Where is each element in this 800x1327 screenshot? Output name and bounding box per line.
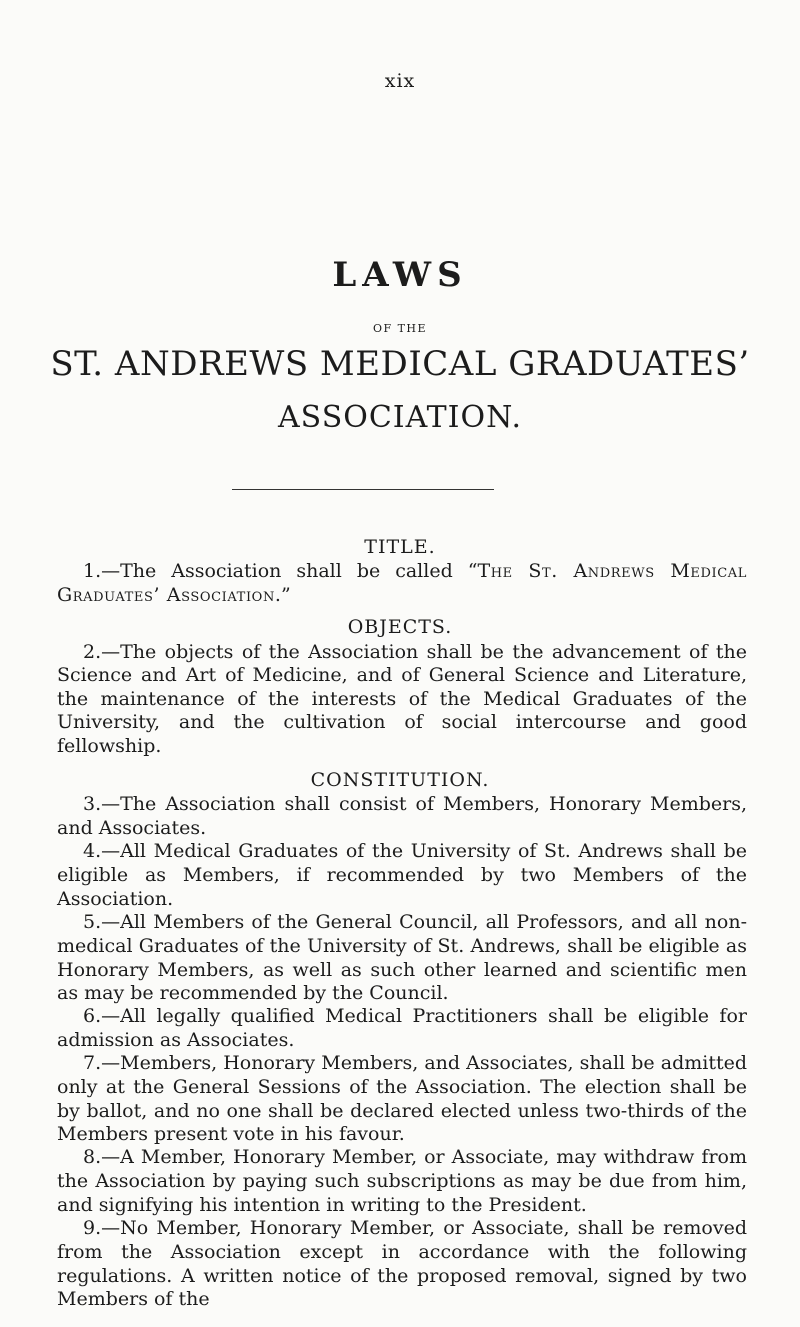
organization-name-line2: ASSOCIATION. bbox=[278, 400, 522, 435]
law-paragraph-5: 5.—All Members of the General Council, all Professors, and all non-medical Graduates of the University of St. Andrews, shall be eligible as Honorary Members, as well as such other learned and scientific men as may be recommended by the Council. bbox=[57, 911, 747, 1005]
page-number: xix bbox=[384, 70, 416, 92]
law-paragraph-3: 3.—The Association shall consist of Members, Honorary Members, and Associates. bbox=[57, 793, 747, 839]
law-paragraph-9: 9.—No Member, Honorary Member, or Associate, shall be removed from the Association except in accordance with the following regulations. A written notice of the proposed removal, signed by two Members of the bbox=[57, 1217, 747, 1311]
law-paragraph-8: 8.—A Member, Honorary Member, or Associate, may withdraw from the Association by paying such subscriptions as may be due from him, and signifying his intention in writing to the President. bbox=[57, 1146, 747, 1216]
organization-name-line1: ST. ANDREWS MEDICAL GRADUATES’ bbox=[50, 344, 750, 384]
law-paragraph-2: 2.—The objects of the Association shall be the advancement of the Science and Art of Medicine, and of General Science and Literature, the maintenance of the interests of the Medical Graduates of the University, and the cultivation of social intercourse and good fellowship. bbox=[57, 640, 747, 757]
section-heading-objects: OBJECTS. bbox=[347, 616, 453, 639]
title-connector: OF THE bbox=[372, 322, 428, 335]
section-heading-title: TITLE. bbox=[364, 536, 436, 558]
law-paragraph-7: 7.—Members, Honorary Members, and Associates, shall be admitted only at the General Sessions of the Association. The election shall be by ballot, and no one shall be declared elected unless two-thirds of the Members present vote in his favour. bbox=[57, 1052, 747, 1146]
law-paragraph-4: 4.—All Medical Graduates of the University of St. Andrews shall be eligible as Members, if recommended by two Members of the Association. bbox=[57, 840, 747, 910]
law-1-tail: .” bbox=[274, 583, 291, 606]
law-paragraph-1 bbox=[57, 560, 747, 607]
section-heading-constitution: CONSTITUTION. bbox=[310, 769, 490, 791]
law-paragraph-6: 6.—All legally qualified Medical Practitioners shall be eligible for admission as Associates. bbox=[57, 1005, 747, 1051]
association-name: The St. Andrews Medical Graduates’ Association bbox=[57, 560, 747, 606]
document-title: LAWS bbox=[332, 255, 468, 295]
title-divider bbox=[232, 489, 494, 490]
law-1-lead: 1.—The Association shall be called “ bbox=[83, 560, 478, 583]
